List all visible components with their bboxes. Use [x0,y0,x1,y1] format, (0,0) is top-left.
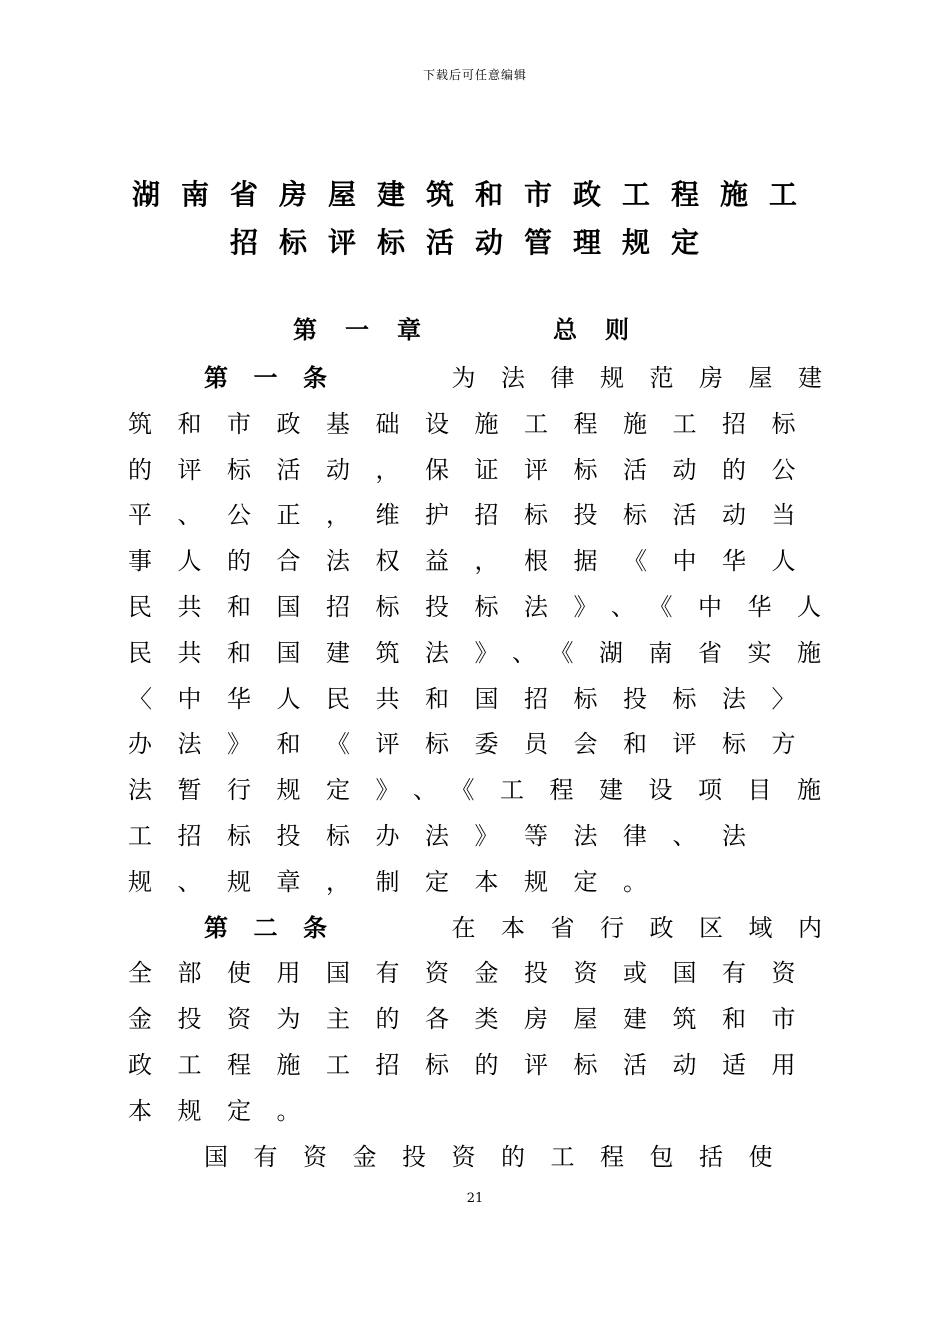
chapter-heading: 第一章 总则 [293,316,657,344]
article-2-label: 第二条 [204,913,353,942]
document-title-line-2: 招标评标活动管理规定 [229,226,720,259]
article-1-label: 第一条 [204,364,353,392]
article-2 [128,906,848,1135]
article-2-text: 在本省行政区域内全部使用国有资金投资或国有资金投资为主的各类房屋建筑和市政工程施工招标的评标活动适用本规定。 [128,913,848,1125]
article-1-text: 为法律规范房屋建筑和市政基础设施工程施工招标的评标活动，保证评标活动的公平、公正，维护招标投标活动当事人的合法权益，根据《中华人民共和国招标投标法》、《中华人民共和国建筑法》、《湖南省实施〈中华人民共和国招标投标法〉办法》和《评标委员会和评标方法暂行规定》、《工程建设项目施工招标投标办法》等法律、法规、规章，制定本规定。 [128,364,848,896]
paragraph-3: 国有资金投资的工程包括使 [204,1142,798,1171]
document-title-line-1: 湖南省房屋建筑和市政工程施工 [131,178,818,211]
document-body [128,356,848,1180]
page-header-note: 下载后可任意编辑 [422,68,527,82]
page-number: 21 [466,1191,484,1206]
article-1 [128,356,848,906]
